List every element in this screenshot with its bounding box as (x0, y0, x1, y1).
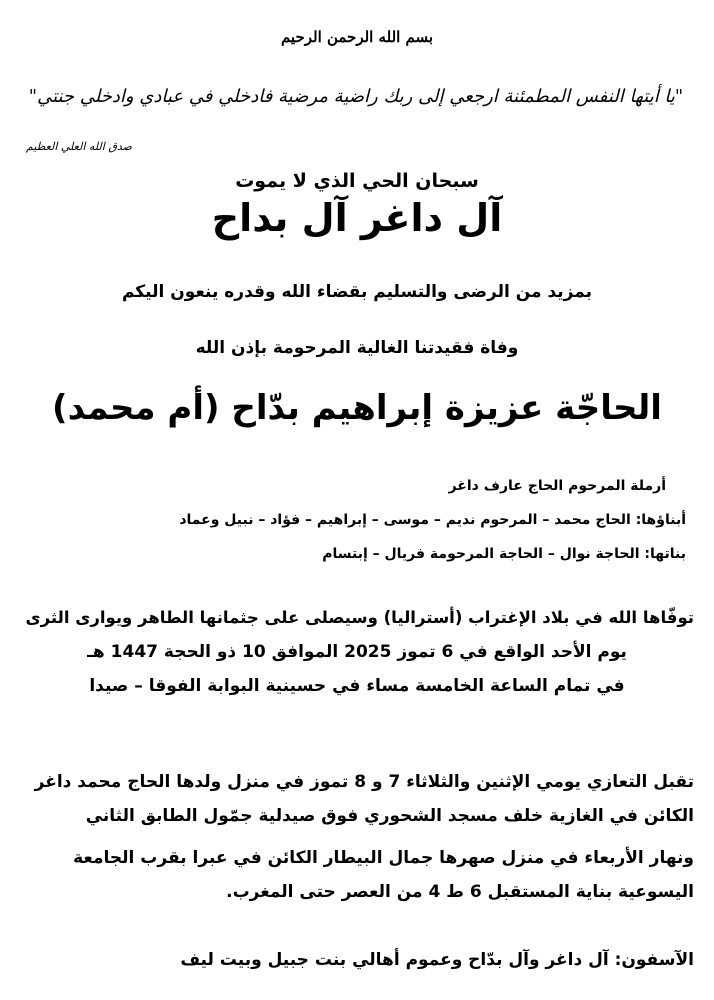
funeral-line-3: في تمام الساعة الخامسة مساء في حسينية البوابة الفوقا – صيدا (89, 676, 625, 696)
deceased-name: الحاجّة عزيزة إبراهيم بدّاح (أم محمد) (52, 388, 662, 428)
mourning-line: بمزيد من الرضى والتسليم بقضاء الله وقدره ينعون اليكم (121, 282, 593, 302)
daughters-line: بناتها: الحاجة نوال – الحاجة المرحومة فريال – إبتسام (322, 546, 686, 562)
verse-attribution: صدق الله العلي العظيم (26, 140, 132, 153)
condolences-line-3: ونهار الأربعاء في منزل صهرها جمال البيطار الكائن في عبرا بقرب الجامعة (73, 848, 694, 868)
mourners-line: الآسفون: آل داغر وآل بدّاح وعموم أهالي بنت جبيل وبيت ليف (180, 950, 694, 970)
condolences-line-2: الكائن في الغازية خلف مسجد الشحوري فوق صيدلية جمّول الطابق الثاني (85, 806, 694, 826)
basmala: بسم الله الرحمن الرحيم (280, 28, 434, 46)
condolences-line-4: اليسوعية بناية المستقبل 6 ط 4 من العصر حتى المغرب. (226, 882, 694, 902)
quran-verse: "يا أيتها النفس المطمئنة ارجعي إلى ربك راضية مرضية فادخلي في عبادي وادخلي جنتي" (28, 86, 684, 107)
subhan-line: سبحان الحي الذي لا يموت (235, 170, 479, 192)
funeral-line-2: يوم الأحد الواقع في 6 تموز 2025 الموافق 10 ذو الحجة 1447 هـ (87, 642, 627, 662)
widow-of-line: أرملة المرحوم الحاج عارف داغر (448, 478, 666, 494)
funeral-line-1: توفّاها الله في بلاد الإغتراب (أستراليا) وسيصلى على جثمانها الطاهر ويوارى الثرى (25, 608, 694, 627)
sons-line: أبناؤها: الحاج محمد – المرحوم نديم – موسى – إبراهيم – فؤاد – نبيل وعماد (179, 512, 686, 528)
announcement-line: وفاة فقيدتنا الغالية المرحومة بإذن الله (195, 338, 519, 358)
condolences-line-1: تقبل التعازي يومي الإثنين والثلاثاء 7 و 8 تموز في منزل ولدها الحاج محمد داغر (34, 772, 694, 792)
family-title: آل داغر آل بداح (211, 196, 503, 240)
